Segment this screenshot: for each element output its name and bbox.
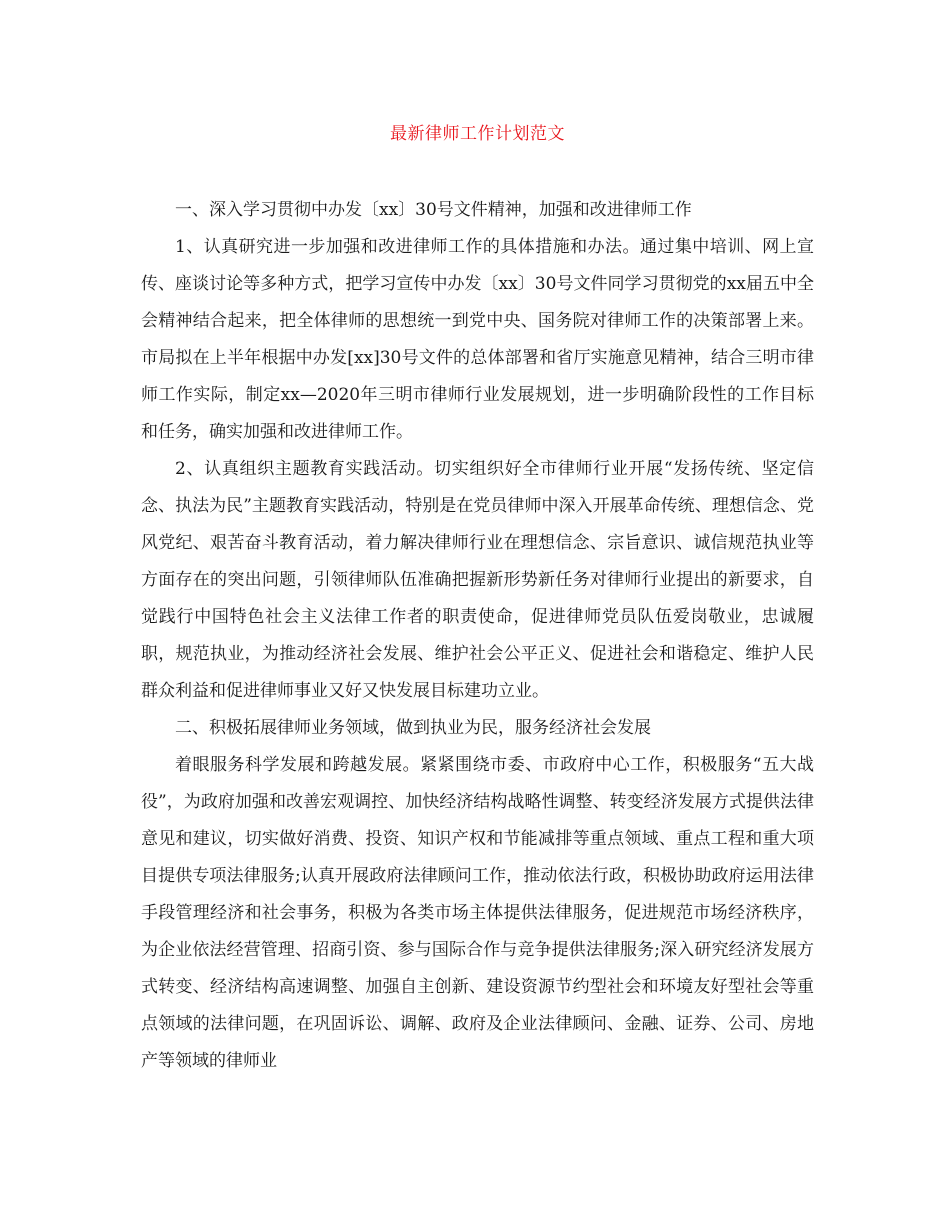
body-paragraph: 1、认真研究进一步加强和改进律师工作的具体措施和办法。通过集中培训、网上宣传、座谈讨论等多种方式，把学习宣传中办发〔xx〕30号文件同学习贯彻党的xx届五中全会精神结合起来，把全体律师的思想统一到党中央、国务院对律师工作的决策部署上来。市局拟在上半年根据中办发[xx]30号文件的总体部署和省厅实施意见精神，结合三明市律师工作实际，制定xx—2020年三明市律师行业发展规划，进一步明确阶段性的工作目标和任务，确实加强和改进律师工作。 [141, 237, 814, 442]
section-one [141, 192, 814, 710]
section-heading: 一、深入学习贯彻中办发〔xx〕30号文件精神，加强和改进律师工作 [175, 200, 692, 220]
document-title: 最新律师工作计划范文 [390, 124, 565, 144]
body-paragraph: 着眼服务科学发展和跨越发展。紧紧围绕市委、市政府中心工作，积极服务“五大战役”，为政府加强和改善宏观调控、加快经济结构战略性调整、转变经济发展方式提供法律意见和建议，切实做好消费、投资、知识产权和节能减排等重点领域、重点工程和重大项目提供专项法律服务;认真开展政府法律顾问工作，推动依法行政，积极协助政府运用法律手段管理经济和社会事务，积极为各类市场主体提供法律服务，促进规范市场经济秩序，为企业依法经营管理、招商引资、参与国际合作与竞争提供法律服务;深入研究经济发展方式转变、经济结构高速调整、加强自主创新、建设资源节约型社会和环境友好型社会等重点领域的法律问题，在巩固诉讼、调解、政府及企业法律顾问、金融、证券、公司、房地产等领域的律师业 [141, 755, 814, 1071]
section-two [141, 710, 814, 1080]
body-paragraph: 2、认真组织主题教育实践活动。切实组织好全市律师行业开展“发扬传统、坚定信念、执法为民”主题教育实践活动，特别是在党员律师中深入开展革命传统、理想信念、党风党纪、艰苦奋斗教育活动，着力解决律师行业在理想信念、宗旨意识、诚信规范执业等方面存在的突出问题，引领律师队伍准确把握新形势新任务对律师行业提出的新要求，自觉践行中国特色社会主义法律工作者的职责使命，促进律师党员队伍爱岗敬业，忠诚履职，规范执业，为推动经济社会发展、维护社会公平正义、促进社会和谐稳定、维护人民群众利益和促进律师事业又好又快发展目标建功立业。 [141, 459, 814, 701]
section-heading: 二、积极拓展律师业务领域，做到执业为民，服务经济社会发展 [175, 718, 651, 738]
